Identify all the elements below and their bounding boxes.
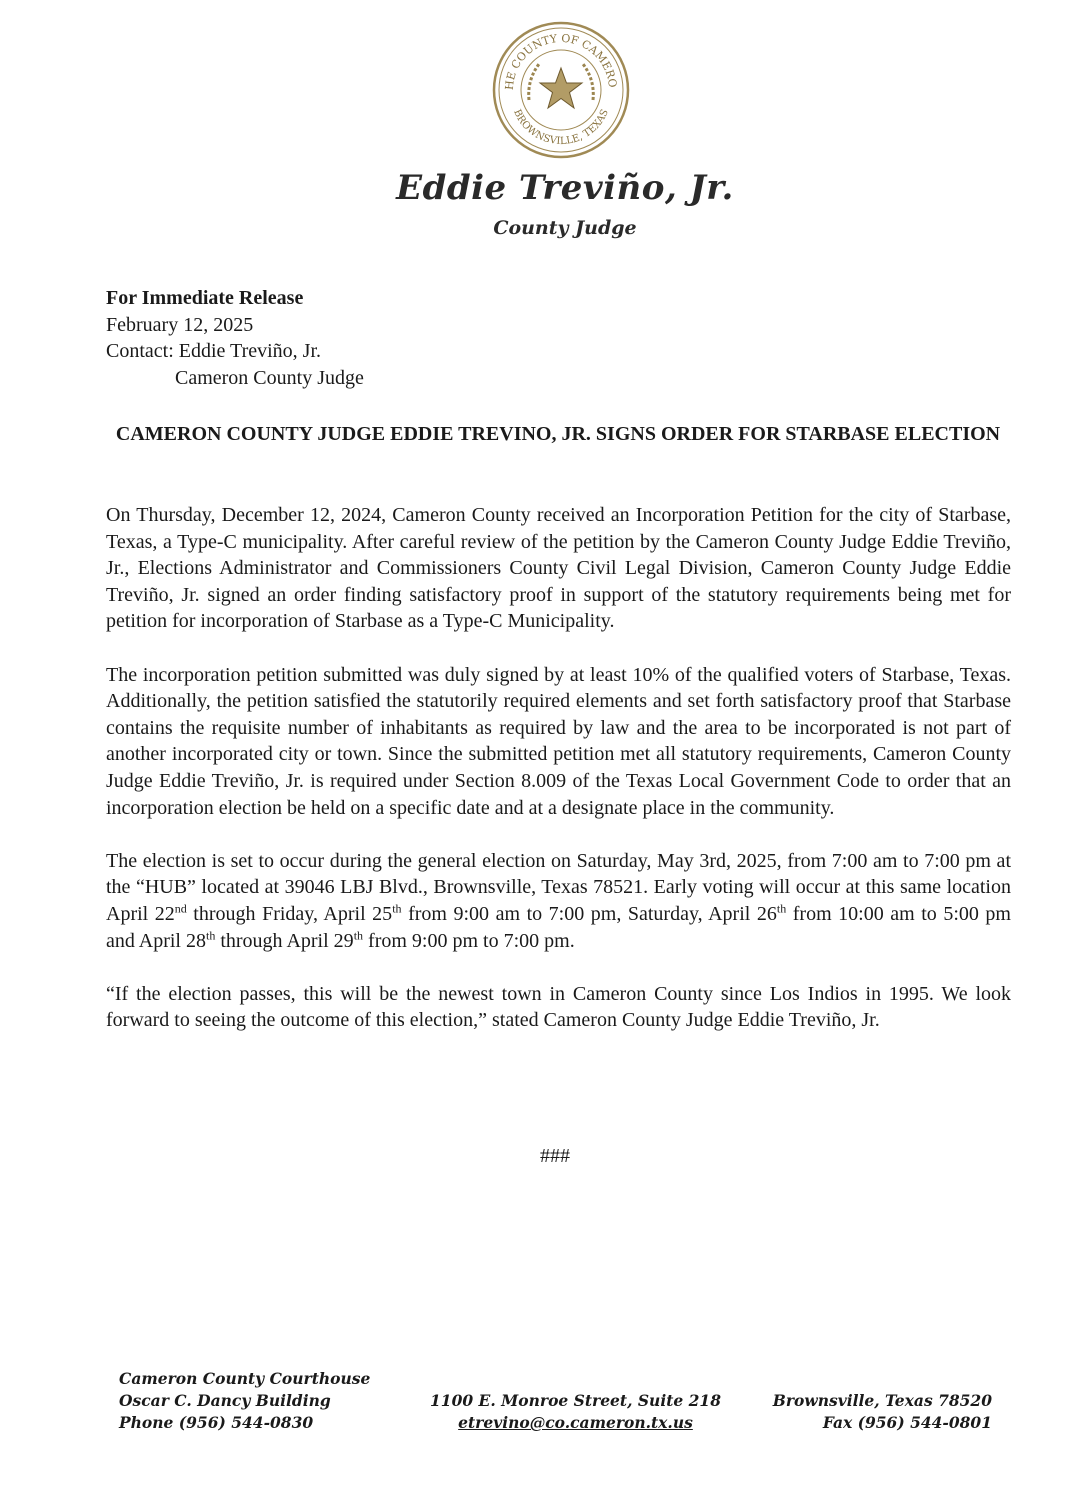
end-mark: ### <box>540 1145 570 1167</box>
release-label: For Immediate Release <box>106 287 304 309</box>
text: The election is set to occur during the general election on Saturday, May 3rd, 2025, from 7:00 am to 7:00 pm at the “HUB” located at 39046 LBJ Blvd., Brownsville, Texas 78521. Early voting will occur at this same location April 22 <box>106 849 1011 925</box>
judge-name: Eddie Treviño, Jr. <box>396 168 734 208</box>
text: from 9:00 pm to 7:00 pm. <box>363 929 575 952</box>
footer-right <box>773 1390 992 1434</box>
release-info <box>106 285 364 391</box>
city-state-zip: Brownsville, Texas 78520 <box>772 1391 992 1410</box>
ordinal: th <box>776 901 787 916</box>
ordinal: nd <box>174 901 187 916</box>
press-release-body <box>106 502 1011 1060</box>
headline: CAMERON COUNTY JUDGE EDDIE TREVINO, JR. SIGNS ORDER FOR STARBASE ELECTION <box>115 423 1001 445</box>
fax: Fax (956) 544-0801 <box>822 1413 992 1432</box>
paragraph-4: “If the election passes, this will be the newest town in Cameron County since Los Indios in 1995. We look forward to seeing the outcome of this election,” stated Cameron County Judge Eddie Treviño, Jr. <box>106 982 1011 1032</box>
text: through Friday, April 25 <box>186 902 393 925</box>
release-date: February 12, 2025 <box>106 313 254 336</box>
phone: Phone (956) 544-0830 <box>119 1413 314 1432</box>
footer-left <box>119 1368 370 1434</box>
text: through April 29 <box>215 929 354 952</box>
paragraph-2: The incorporation petition submitted was duly signed by at least 10% of the qualified voters of Starbase, Texas. Additionally, the petition satisfied the statutorily required elements and set forth satisfactory proof that Starbase contains the requisite number of inhabitants as required by law and the area to be incorporated is not part of another incorporated city or town. Since the submitted petition met all statutory requirements, Cameron County Judge Eddie Treviño, Jr. is required under Section 8.009 of the Texas Local Government Code to order that an incorporation election be held on a specific date and at a designate place in the community. <box>106 663 1011 819</box>
contact-title: Cameron County Judge <box>175 366 364 389</box>
text: from 10:00 am to 5:00 pm and April 28 <box>106 902 1011 952</box>
contact-name: Contact: Eddie Treviño, Jr. <box>106 340 321 362</box>
svg-text:BROWNSVILLE, TEXAS: BROWNSVILLE, TEXAS <box>511 107 611 148</box>
ordinal: th <box>206 927 216 942</box>
ordinal: th <box>392 901 402 916</box>
paragraph-1: On Thursday, December 12, 2024, Cameron County received an Incorporation Petition for the city of Starbase, Texas, a Type-C municipality. After careful review of the petition by the Cameron County Judge Eddie Treviño, Jr., Elections Administrator and Commissioners County Civil Legal Division, Cameron County Judge Eddie Treviño, Jr. signed an order finding satisfactory proof in support of the statutory requirements being met for petition for incorporation of Starbase as a Type-C Municipality. <box>106 504 1011 633</box>
footer-center <box>430 1390 721 1434</box>
county-seal-logo <box>491 20 631 160</box>
courthouse-name: Cameron County Courthouse <box>119 1369 371 1388</box>
street-address: 1100 E. Monroe Street, Suite 218 <box>430 1391 721 1410</box>
judge-title: County Judge <box>493 217 637 239</box>
svg-text:THE COUNTY OF CAMERON: HE COUNTY OF CAMERO <box>502 31 620 91</box>
ordinal: th <box>353 927 364 942</box>
paragraph-3 <box>106 848 1011 954</box>
building-name: Oscar C. Dancy Building <box>119 1391 331 1410</box>
email-link[interactable]: etrevino@co.cameron.tx.us <box>458 1413 693 1432</box>
text: from 9:00 am to 7:00 pm, Saturday, April 26 <box>401 902 777 925</box>
